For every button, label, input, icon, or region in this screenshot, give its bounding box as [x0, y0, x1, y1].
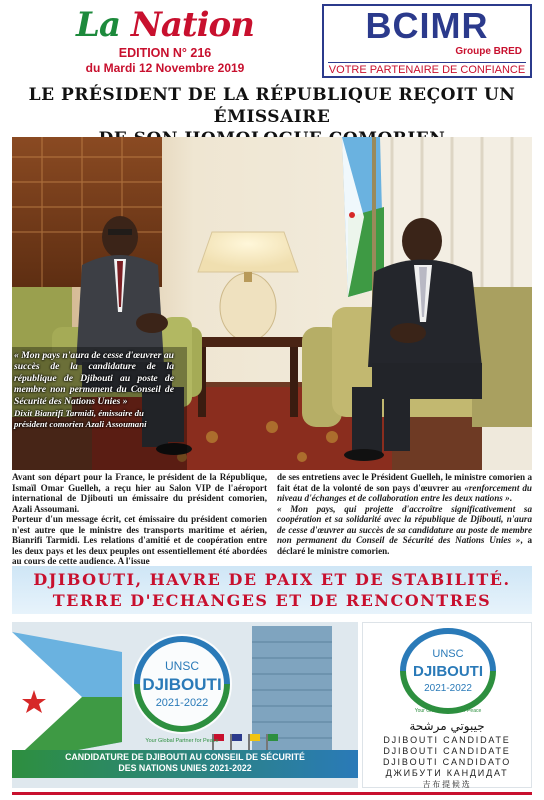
- logo-accent-text: Nation: [130, 5, 254, 45]
- article-paragraph: [277, 472, 532, 504]
- advert-divider: [328, 62, 526, 63]
- unsc-slogan: Your Global Partner for Peace: [145, 738, 219, 744]
- page-bottom-rule: [12, 792, 532, 795]
- unsc-logo: [363, 623, 533, 715]
- candidate-chinese: 吉布提候选: [422, 780, 472, 789]
- bank-tagline: VOTRE PARTENAIRE DE CONFIANCE: [328, 64, 526, 76]
- candidate-english: DJIBOUTI CANDIDATE: [383, 735, 511, 745]
- slogan-banner: [12, 566, 532, 614]
- unsc-candidacy-advert[interactable]: [12, 622, 358, 788]
- candidate-russian: ДЖИБУТИ КАНДИДАТ: [385, 768, 509, 778]
- article-paragraph: Porteur d'un message écrit, cet émissaire du président comorien n'est autre que le ministre des transports maritime et aérien, Bianrifi Tarmidi. Les relations d'amitié et de coopération entre les deux pays et les deux peuples ont essentiellement été abordées au cours de cette audience. A l'issue: [12, 514, 267, 566]
- photo-caption: [14, 350, 174, 429]
- article-column-2: [277, 472, 532, 564]
- edition-number: EDITION N° 216: [118, 46, 212, 60]
- paragraph-quote: «renforcement du niveau d'échanges et de collaboration entre les deux nations »: [277, 482, 532, 503]
- candidate-arabic: جيبوتي مرشحة: [409, 719, 485, 733]
- unsc-logo-years-small: 2021-2022: [424, 683, 472, 694]
- banner-line-1: DJIBOUTI, HAVRE DE PAIX ET DE STABILITÉ.: [33, 570, 511, 589]
- banner-line-2: TERRE D'ECHANGES ET DE RENCONTRES: [52, 591, 492, 610]
- bank-group: Groupe BRED: [455, 46, 522, 57]
- edition-date: du Mardi 12 Novembre 2019: [85, 61, 245, 75]
- bank-name: BCIMR: [365, 5, 489, 46]
- article-paragraph: [277, 504, 532, 557]
- advert-strip-text: [12, 752, 358, 774]
- article-paragraph: Avant son départ pour la France, le président de la République, Ismaïl Omar Guelleh, a reçu hier au Salon VIP de l'aéroport international de Djibouti un émissaire du président comorien, Azali Assoumani.: [12, 472, 267, 514]
- logo-text: La: [76, 5, 131, 45]
- candidate-french: DJIBOUTI CANDIDATE: [383, 746, 511, 756]
- unsc-logo-name: DJIBOUTI: [142, 675, 222, 694]
- unsc-logo-top: UNSC: [164, 659, 200, 673]
- article-body: [12, 472, 532, 564]
- unsc-logo-years: 2021-2022: [155, 697, 209, 709]
- paragraph-text: .: [509, 493, 512, 503]
- masthead: [0, 0, 544, 82]
- article-column-1: [12, 472, 267, 564]
- headline-line-1: LE PRÉSIDENT DE LA RÉPUBLIQUE REÇOIT UN ÉMISSAIRE: [28, 85, 516, 127]
- unsc-logo-name-small: DJIBOUTI: [412, 663, 484, 680]
- newspaper-logo-block: [60, 6, 270, 75]
- paragraph-text: de ses entretiens avec le Président Guelleh, le ministre comorien a fait état de la volonté de son pays d'œuvrer au: [277, 472, 532, 493]
- paragraph-quote: « Mon pays, qui projette d'accroître significativement sa coopération et sa solidarité avec la république de Djibouti, n'aura de cesse d'œuvrer au succès de sa candidature au poste de membre non permanent du Conseil de Sécurité des Nations Unies »: [277, 503, 532, 545]
- caption-quote: « Mon pays n'aura de cesse d'œuvrer au succès de la candidature de la république de Djibouti au poste de membre non permanent du Conseil de Sécurité des Nations Unies »: [14, 350, 174, 407]
- newspaper-logo: [60, 6, 270, 44]
- caption-credit: Dixit Bianrifi Tarmidi, émissaire du président comorien Azali Assoumani: [14, 408, 147, 429]
- candidate-spanish: DJIBOUTI CANDIDATO: [382, 757, 512, 767]
- paragraph-text: , a déclaré le ministre comorien.: [277, 535, 532, 556]
- unsc-logo-top-small: UNSC: [432, 648, 464, 660]
- strip-line-2: DES NATIONS UNIES 2021-2022: [118, 763, 252, 773]
- unsc-multilingual-advert[interactable]: [362, 622, 532, 788]
- bank-advert[interactable]: [322, 4, 532, 78]
- unsc-slogan-small: Your Global Partner for Peace: [414, 708, 482, 714]
- strip-line-1: CANDIDATURE DE DJIBOUTI AU CONSEIL DE SÉCURITÉ: [65, 752, 305, 762]
